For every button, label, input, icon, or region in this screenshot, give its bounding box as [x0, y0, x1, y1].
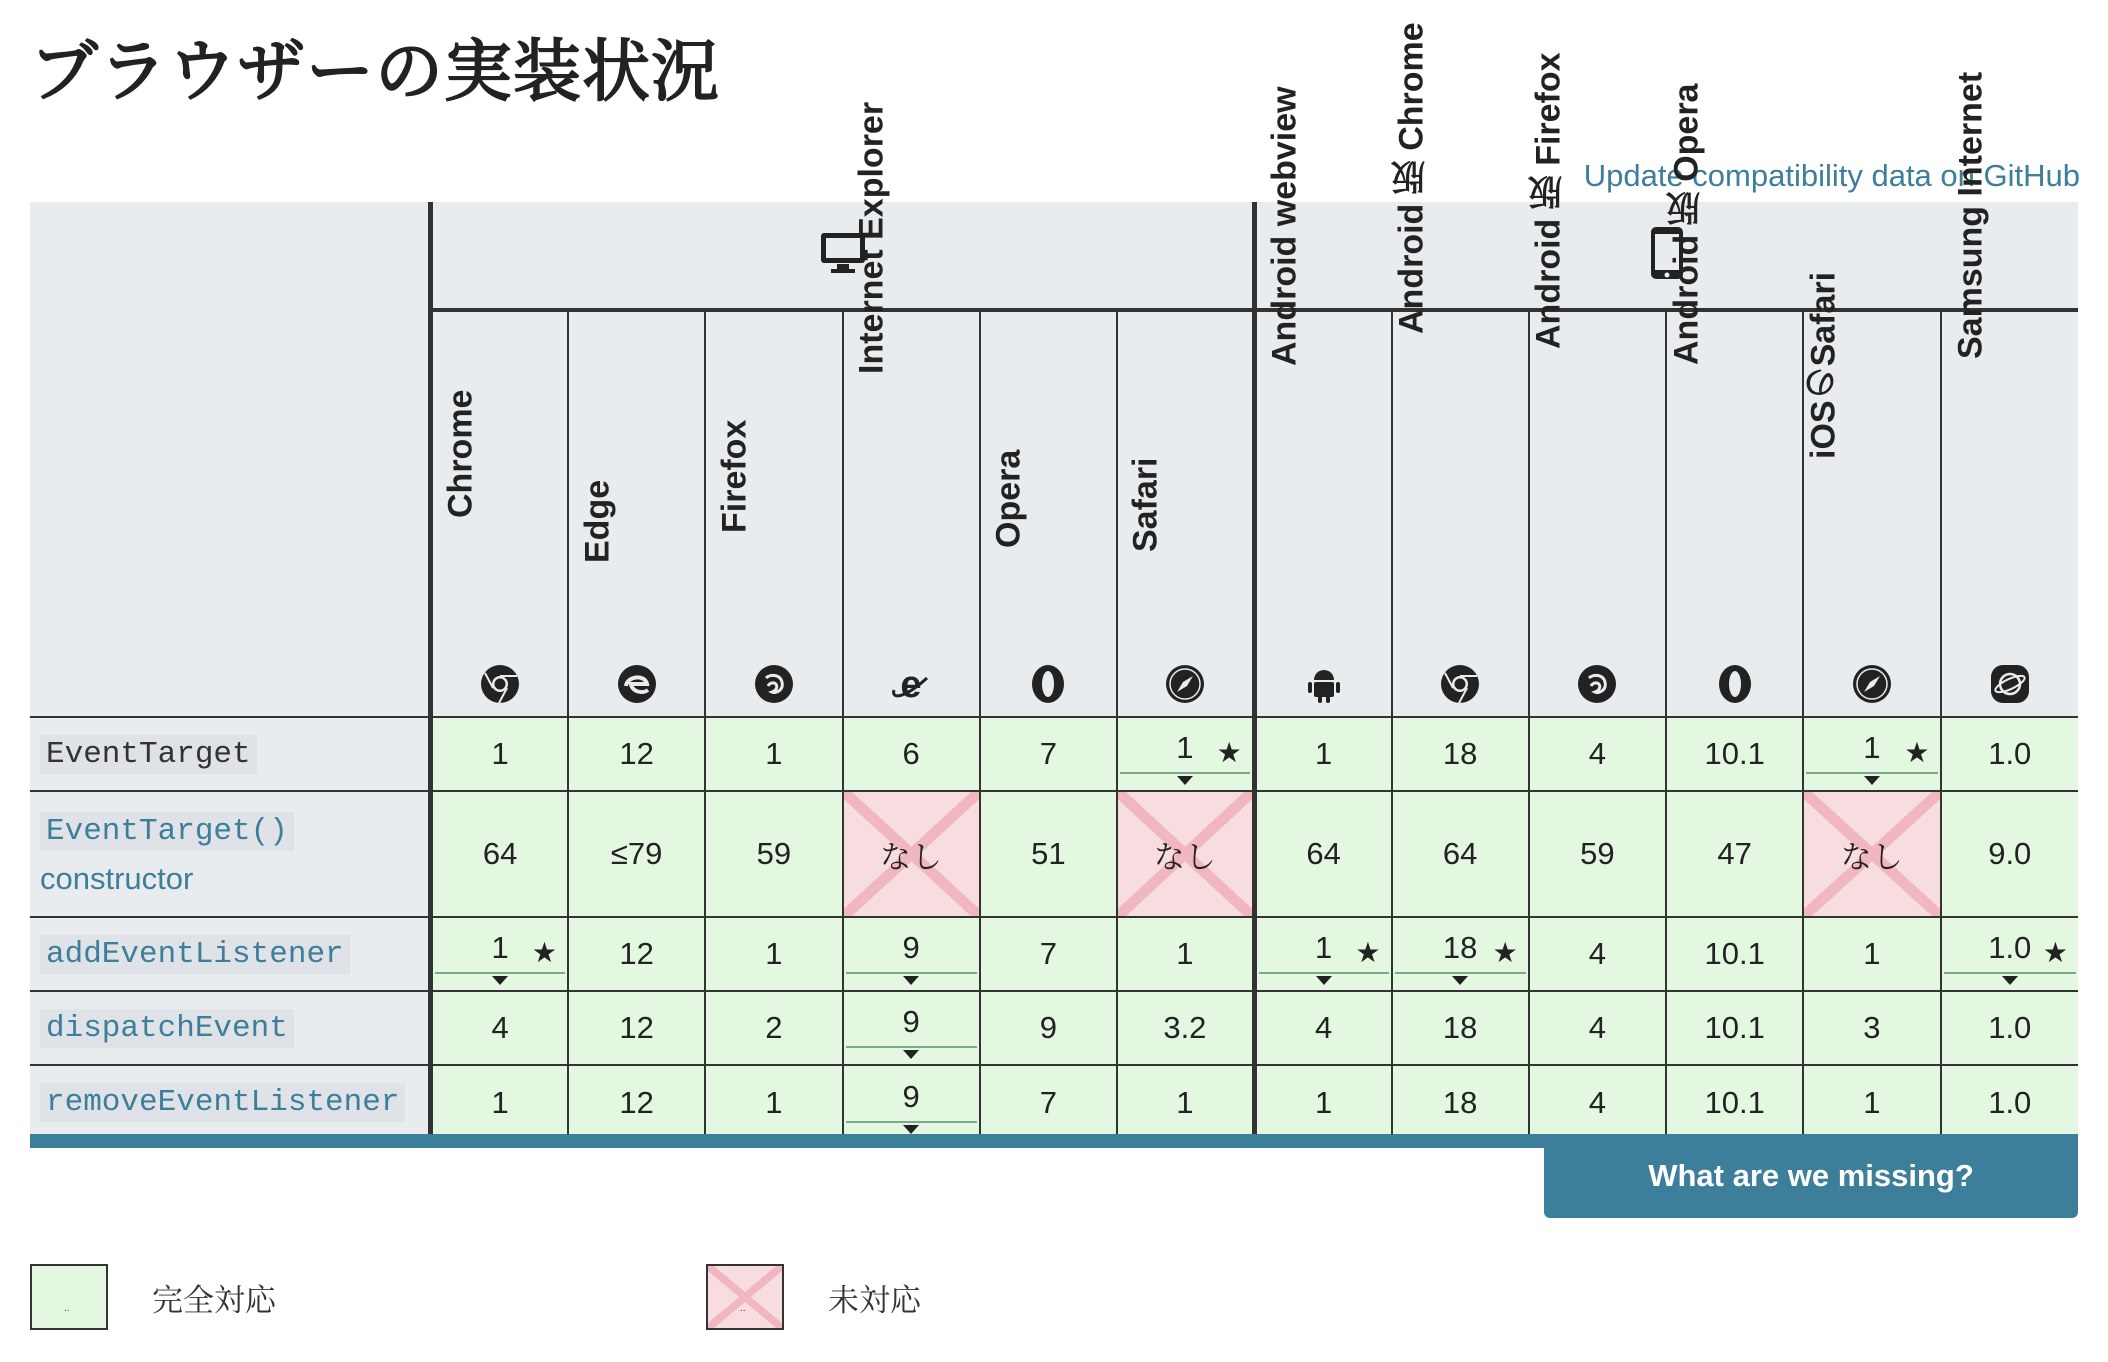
- expand-toggle-icon[interactable]: [846, 1046, 977, 1060]
- safari-icon: [1852, 664, 1892, 704]
- feature-link[interactable]: addEventListener: [40, 935, 350, 974]
- support-cell: 18: [1392, 991, 1529, 1065]
- browser-header: Opera: [980, 310, 1117, 717]
- support-cell: 12: [568, 1065, 705, 1139]
- browser-header: Edge: [568, 310, 705, 717]
- no-support-cell: なし: [843, 791, 980, 917]
- feature-name-cell: [30, 917, 431, 991]
- no-support-cell: なし: [1803, 791, 1940, 917]
- legend-swatch-full: ..: [30, 1264, 108, 1330]
- svg-text:e: e: [900, 664, 922, 704]
- support-cell: 1: [705, 717, 842, 791]
- support-cell: 59: [705, 791, 842, 917]
- support-cell[interactable]: 1 ★: [1117, 717, 1254, 791]
- feature-name-cell: [30, 791, 431, 917]
- browser-header: Android 版 Opera: [1666, 310, 1803, 717]
- expand-toggle-icon[interactable]: [1120, 772, 1250, 786]
- support-cell: 2: [705, 991, 842, 1065]
- support-cell: 1: [705, 917, 842, 991]
- support-cell: 18: [1392, 717, 1529, 791]
- support-cell: 64: [1254, 791, 1391, 917]
- legend-no-support: [706, 1264, 921, 1330]
- support-cell: 10.1: [1666, 717, 1803, 791]
- support-cell: 9: [980, 991, 1117, 1065]
- support-cell: 1: [1117, 1065, 1254, 1139]
- feature-row: [30, 991, 2078, 1065]
- note-star-icon: ★: [2042, 937, 2068, 968]
- support-cell: 3.2: [1117, 991, 1254, 1065]
- expand-toggle-icon[interactable]: [1944, 972, 2076, 986]
- support-cell: 7: [980, 717, 1117, 791]
- support-cell: 10.1: [1666, 1065, 1803, 1139]
- support-cell: 4: [431, 991, 568, 1065]
- support-cell: 4: [1529, 717, 1666, 791]
- support-cell: 4: [1529, 917, 1666, 991]
- support-cell[interactable]: 1 ★: [1803, 717, 1940, 791]
- browser-header: Chrome: [431, 310, 568, 717]
- support-cell: 1.0: [1941, 991, 2078, 1065]
- legend-label-none: 未対応: [828, 1282, 921, 1318]
- support-cell: 18: [1392, 1065, 1529, 1139]
- note-star-icon: ★: [531, 937, 557, 968]
- support-cell[interactable]: 9: [843, 917, 980, 991]
- support-cell[interactable]: 18 ★: [1392, 917, 1529, 991]
- feature-link[interactable]: removeEventListener: [40, 1083, 405, 1122]
- page-title: ブラウザーの実装状況: [30, 32, 721, 112]
- feature-row: [30, 917, 2078, 991]
- feature-sub-link[interactable]: constructor: [40, 860, 194, 896]
- opera-icon: [1715, 664, 1755, 704]
- legend-full-support: [30, 1264, 276, 1330]
- android-icon: [1304, 664, 1344, 704]
- support-cell: 1: [705, 1065, 842, 1139]
- support-cell: 1.0: [1941, 1065, 2078, 1139]
- expand-toggle-icon[interactable]: [846, 1121, 977, 1135]
- support-cell[interactable]: 1 ★: [431, 917, 568, 991]
- feature-row: [30, 1065, 2078, 1139]
- support-cell: 7: [980, 917, 1117, 991]
- expand-toggle-icon[interactable]: [435, 972, 565, 986]
- expand-toggle-icon[interactable]: [1395, 972, 1526, 986]
- opera-icon: [1028, 664, 1068, 704]
- support-cell[interactable]: 1.0 ★: [1941, 917, 2078, 991]
- feature-name-cell: [30, 717, 431, 791]
- edge-icon: [617, 664, 657, 704]
- support-cell: 10.1: [1666, 991, 1803, 1065]
- expand-toggle-icon[interactable]: [846, 972, 977, 986]
- support-cell: 12: [568, 991, 705, 1065]
- browser-header: Safari: [1117, 310, 1254, 717]
- note-star-icon: ★: [1904, 737, 1930, 768]
- expand-toggle-icon[interactable]: [1806, 772, 1937, 786]
- feature-row: [30, 717, 2078, 791]
- browser-header: Firefox: [705, 310, 842, 717]
- expand-toggle-icon[interactable]: [1259, 972, 1389, 986]
- support-cell[interactable]: 1 ★: [1254, 917, 1391, 991]
- feature-name-cell: [30, 1065, 431, 1139]
- browser-header: Samsung Internet: [1941, 310, 2078, 717]
- platform-desktop: [431, 202, 1255, 310]
- support-cell: 12: [568, 717, 705, 791]
- browser-header: Android 版 Firefox: [1529, 310, 1666, 717]
- feature-name: EventTarget: [40, 735, 257, 774]
- support-cell: 1: [431, 717, 568, 791]
- firefox-icon: [1577, 664, 1617, 704]
- browser-header: Android 版 Chrome: [1392, 310, 1529, 717]
- support-cell: 1.0: [1941, 717, 2078, 791]
- support-cell: ≤79: [568, 791, 705, 917]
- support-cell: 4: [1529, 991, 1666, 1065]
- support-cell: 1: [1254, 1065, 1391, 1139]
- samsung-internet-icon: [1990, 664, 2030, 704]
- support-cell: 47: [1666, 791, 1803, 917]
- support-cell: 1: [1254, 717, 1391, 791]
- feature-link[interactable]: dispatchEvent: [40, 1009, 294, 1048]
- support-cell: 9.0: [1941, 791, 2078, 917]
- support-cell: 12: [568, 917, 705, 991]
- what-are-we-missing-button[interactable]: What are we missing?: [1544, 1134, 2078, 1218]
- note-star-icon: ★: [1355, 937, 1381, 968]
- note-star-icon: ★: [1216, 737, 1242, 768]
- support-cell: 1: [1803, 1065, 1940, 1139]
- support-cell: 6: [843, 717, 980, 791]
- support-cell: 51: [980, 791, 1117, 917]
- firefox-icon: [754, 664, 794, 704]
- support-cell[interactable]: 9: [843, 1065, 980, 1139]
- legend-label-full: 完全対応: [152, 1282, 276, 1318]
- legend-swatch-none: ..: [706, 1264, 784, 1330]
- browser-header: Internet Explorer e: [843, 310, 980, 717]
- browser-header: iOSのSafari: [1803, 310, 1940, 717]
- support-cell: 1: [1803, 917, 1940, 991]
- update-compat-link[interactable]: Update compatibility data on GitHub: [1583, 158, 2080, 193]
- support-cell: 59: [1529, 791, 1666, 917]
- browser-header: Android webview: [1254, 310, 1391, 717]
- support-cell: 4: [1254, 991, 1391, 1065]
- feature-row: [30, 791, 2078, 917]
- internet-explorer-icon: [891, 664, 931, 704]
- chrome-icon: [1440, 664, 1480, 704]
- no-support-cell: なし: [1117, 791, 1254, 917]
- feature-link[interactable]: EventTarget(): [40, 812, 294, 851]
- table-corner: [30, 202, 431, 717]
- support-cell: 4: [1529, 1065, 1666, 1139]
- support-cell: 7: [980, 1065, 1117, 1139]
- chrome-icon: [480, 664, 520, 704]
- safari-icon: [1165, 664, 1205, 704]
- support-cell: 1: [1117, 917, 1254, 991]
- feature-name-cell: [30, 991, 431, 1065]
- support-cell: 1: [431, 1065, 568, 1139]
- support-cell: 64: [1392, 791, 1529, 917]
- support-cell: 64: [431, 791, 568, 917]
- note-star-icon: ★: [1492, 937, 1518, 968]
- support-cell: 10.1: [1666, 917, 1803, 991]
- support-cell: 3: [1803, 991, 1940, 1065]
- support-cell[interactable]: 9: [843, 991, 980, 1065]
